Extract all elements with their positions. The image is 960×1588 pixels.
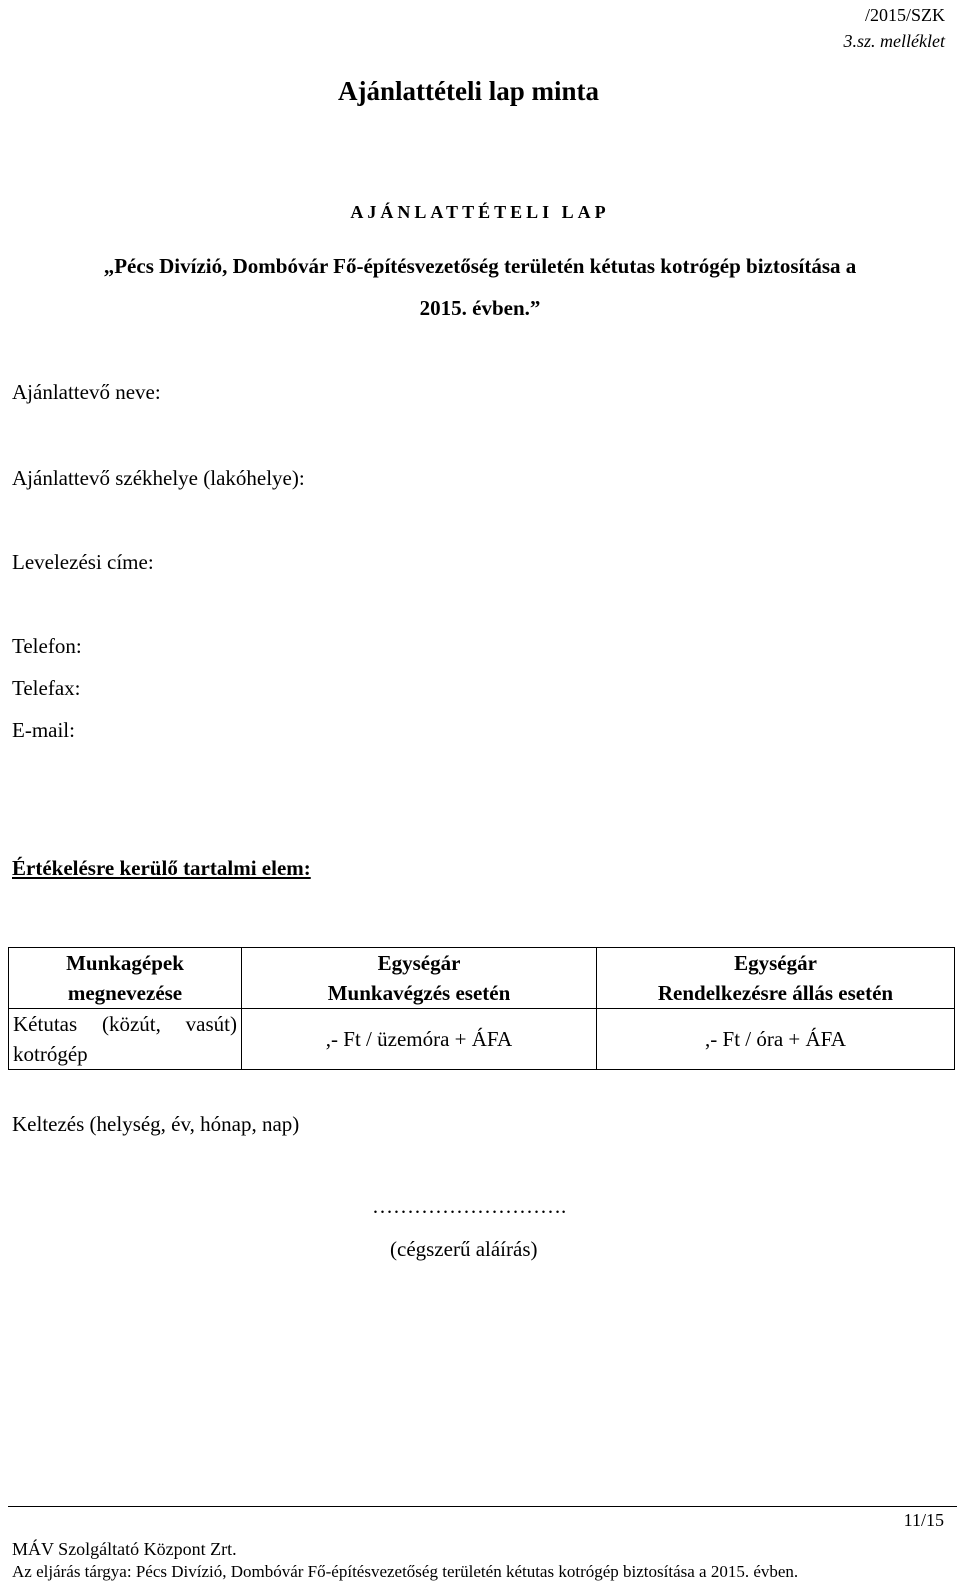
footer-company: MÁV Szolgáltató Központ Zrt. [12, 1539, 237, 1559]
phone-label: Telefon: [12, 634, 82, 658]
reference-number: /2015/SZK [864, 5, 945, 25]
header-work-price: Egységár Munkavégzés esetén [242, 948, 597, 1009]
email-label: E-mail: [12, 718, 75, 742]
document-reference [844, 2, 945, 54]
page-number: 11/15 [903, 1510, 944, 1530]
machine-name-cell: Kétutas (közút, vasút) kotrógép [9, 1009, 242, 1070]
bidder-seat-label: Ajánlattevő székhelye (lakóhelye): [12, 466, 305, 490]
signature-label: (cégszerű aláírás) [390, 1237, 538, 1261]
mail-address-label: Levelezési címe: [12, 550, 154, 574]
bidder-name-label: Ajánlattevő neve: [12, 380, 161, 404]
subject-line-1: „Pécs Divízió, Dombóvár Fő-építésvezetőség területén kétutas kotrógép biztosítása a [103, 254, 857, 278]
table-header-row [9, 948, 955, 1009]
table-row [9, 1009, 955, 1070]
fax-label: Telefax: [12, 676, 81, 700]
subject-line-2: 2015. évben.” [419, 296, 541, 320]
price-table [8, 947, 955, 1070]
annex-label: 3.sz. melléklet [843, 31, 945, 51]
header-machine: Munkagépek megnevezése [9, 948, 242, 1009]
standby-price-cell: ,- Ft / óra + ÁFA [597, 1009, 955, 1070]
form-title: AJÁNLATTÉTELI LAP [350, 202, 610, 222]
footer-divider [8, 1506, 957, 1507]
page-title: Ajánlattételi lap minta [338, 76, 599, 106]
evaluation-heading: Értékelésre kerülő tartalmi elem: [12, 856, 311, 880]
header-standby-price: Egységár Rendelkezésre állás esetén [597, 948, 955, 1009]
date-place-label: Keltezés (helység, év, hónap, nap) [12, 1112, 300, 1136]
work-price-cell: ,- Ft / üzemóra + ÁFA [242, 1009, 597, 1070]
signature-line: ………………………. [372, 1194, 567, 1218]
footer-subject: Az eljárás tárgya: Pécs Divízió, Dombóvár Fő-építésvezetőség területén kétutas kotrógép biztosítása a 2015. évben. [12, 1562, 799, 1581]
